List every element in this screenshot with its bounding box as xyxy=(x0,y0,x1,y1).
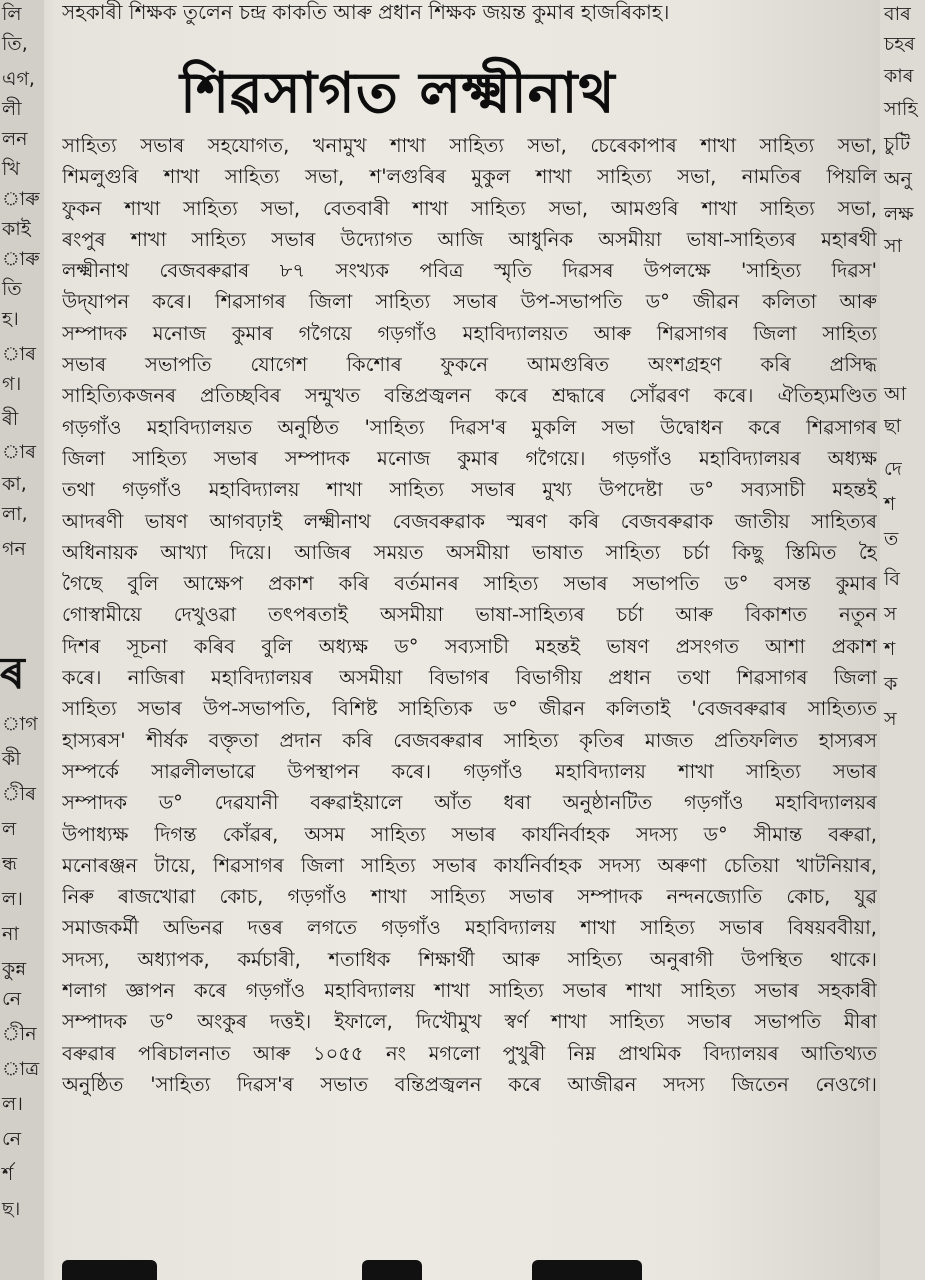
article-line: সম্পাদক মনোজ কুমাৰ গগৈয়ে গড়গাঁও মহাবিদ্যালয়ত আৰু শিৱসাগৰ জিলা সাহিত্য xyxy=(62,321,877,345)
left-adjacent-column xyxy=(0,0,44,1280)
left-column-fragment: ৰ xyxy=(0,648,25,699)
article-line: দিশৰ সূচনা কৰিব বুলি অধ্যক্ষ ড° সব্যসাচী মহন্তই ভাষণ প্ৰসংগত আশা প্ৰকাশ xyxy=(62,634,877,658)
article-line: সভাৰ সভাপতি যোগেশ কিশোৰ ফুকনে আমগুৰিত অংশগ্ৰহণ কৰি প্ৰসিদ্ধ xyxy=(62,353,877,377)
right-column-fragment: ছা xyxy=(884,415,902,437)
left-column-fragment: ছ। xyxy=(2,1198,21,1220)
left-column-fragment: নে xyxy=(2,988,22,1010)
left-column-fragment: খি xyxy=(2,158,20,180)
left-column-fragment: াগ xyxy=(2,713,38,735)
right-column-fragment: বাৰ xyxy=(884,3,911,25)
article-line: ৰংপুৰ শাখা সাহিত্য সভাৰ উদ্যোগত আজি আধুনিক অসমীয়া ভাষা-সাহিত্যৰ মহাৰথী xyxy=(62,227,877,251)
article-line: সম্পাদক ড° দেৱযানী বৰুৱাইয়ালে আঁত ধৰা অনুষ্ঠানটিত গড়গাঁও মহাবিদ্যালয়ৰ xyxy=(62,791,877,815)
article-line: আদৰণী ভাষণ আগবঢ়াই লক্ষ্মীনাথ বেজবৰুৱাক স্মৰণ কৰি বেজবৰুৱাক জাতীয় সাহিত্যৰ xyxy=(62,509,877,533)
article-line: গৈছে বুলি আক্ষেপ প্ৰকাশ কৰি বৰ্তমানৰ সাহিত্য সভাৰ সভাপতি ড° বসন্ত কুমাৰ xyxy=(62,572,877,596)
article-line: সম্পৰ্কে সাৱলীলভাৱে উপস্থাপন কৰে। গড়গাঁও মহাবিদ্যালয় শাখা সাহিত্য সভাৰ xyxy=(62,759,877,783)
article-line: সাহিত্যিকজনৰ প্ৰতিচ্ছবিৰ সন্মুখত বন্তিপ্ৰজ্বলন কৰে শ্ৰদ্ধাৰে সোঁৱৰণ কৰে। ঐতিহ্যমণ্ডিত xyxy=(62,384,877,408)
article-line: মনোৰঞ্জন টায়ে, শিৱসাগৰ জিলা সাহিত্য সভাৰ কাৰ্যনিৰ্বাহক সদস্য অৰুণা চেতিয়া খাটনিয়াৰ, xyxy=(62,853,877,877)
right-column-fragment: সা xyxy=(884,235,903,257)
left-column-fragment: ল। xyxy=(2,1093,23,1115)
article-line: উদ্‌যাপন কৰে। শিৱসাগৰ জিলা সাহিত্য সভাৰ উপ-সভাপতি ড° জীৱন কলিতা আৰু xyxy=(62,290,877,314)
left-column-fragment: লন xyxy=(2,128,28,150)
left-column-fragment: াৰু xyxy=(2,188,40,210)
left-column-fragment: গন xyxy=(2,538,26,560)
left-column-fragment: কাই xyxy=(2,218,31,240)
left-column-fragment: কী xyxy=(2,748,21,770)
right-column-fragment: ত xyxy=(884,528,899,550)
article-line: সাহিত্য সভাৰ সহযোগত, খনামুখ শাখা সাহিত্য সভা, চেৰেকাপাৰ শাখা সাহিত্য সভা, xyxy=(62,134,877,157)
right-column-fragment: লক্ষ xyxy=(884,203,914,225)
right-column-fragment: স xyxy=(884,603,897,625)
left-column-fragment: ল xyxy=(2,818,17,840)
right-column-fragment: সাহি xyxy=(884,98,918,120)
left-column-fragment: াৰু xyxy=(2,248,40,270)
article-line: অধিনায়ক আখ্যা দিয়ে। আজিৰ সময়ত অসমীয়া ভাষাত সাহিত্য চৰ্চা কিছু স্তিমিত হৈ xyxy=(62,540,877,564)
article-line: লক্ষ্মীনাথ বেজবৰুৱাৰ ৮৭ সংখ্যক পবিত্ৰ স্মৃতি দিৱসৰ উপলক্ষে 'সাহিত্য দিৱস' xyxy=(62,259,877,283)
left-column-fragment: লি xyxy=(2,3,22,25)
left-column-fragment: লী xyxy=(2,98,22,120)
left-column-fragment: ল। xyxy=(2,888,23,910)
left-column-fragment: হ। xyxy=(2,308,19,330)
article-line: জিলা সাহিত্য সভাৰ সম্পাদক মনোজ কুমাৰ গগৈয়ে। গড়গাঁও মহাবিদ্যালয়ৰ অধ্যক্ষ xyxy=(62,446,877,470)
left-column-fragment: ন্ধ xyxy=(2,853,18,875)
left-column-fragment: ৰী xyxy=(2,408,19,430)
right-column-fragment: চুটি xyxy=(884,133,911,155)
right-column-fragment: অনু xyxy=(884,168,912,190)
article-line: ফুকন শাখা সাহিত্য সভা, বেতবাৰী শাখা সাহিত্য সভা, আমগুৰি শাখা সাহিত্য সভা, xyxy=(62,196,877,220)
article-line: হাস্যৰস' শীৰ্ষক বক্তৃতা প্ৰদান কৰি বেজবৰুৱাৰ সাহিত্য কৃতিৰ মাজত প্ৰতিফলিত হাস্যৰস xyxy=(62,728,877,752)
right-column-fragment: স xyxy=(884,708,897,730)
left-column-fragment: লা, xyxy=(2,503,28,525)
article-line: কৰে। নাজিৰা মহাবিদ্যালয়ৰ অসমীয়া বিভাগৰ বিভাগীয় প্ৰধান তথা শিৱসাগৰ জিলা xyxy=(62,666,877,690)
article-line: তথা গড়গাঁও মহাবিদ্যালয় শাখা সাহিত্য সভাৰ মুখ্য উপদেষ্টা ড° সব্যসাচী মহন্তই xyxy=(62,478,877,502)
right-column-fragment: ক xyxy=(884,673,898,695)
article-line: অনুষ্ঠিত 'সাহিত্য দিৱস'ৰ সভাত বন্তিপ্ৰজ্বলন কৰে আজীৱন সদস্য জিতেন নেওগে। xyxy=(62,1072,877,1096)
article-line: গোস্বামীয়ে দেখুওৱা তৎপৰতাই অসমীয়া ভাষা-সাহিত্যৰ চৰ্চা আৰু বিকাশত নতুন xyxy=(62,603,877,627)
left-column-fragment: াৰ xyxy=(2,441,36,463)
article-body xyxy=(62,130,877,1100)
article-headline: শিৱসাগত লক্ষ্মীনাথ xyxy=(180,61,616,126)
article-line: নিৰু ৰাজখোৱা কোচ, গড়গাঁও শাখা সাহিত্য সভাৰ সম্পাদক নন্দনজ্যোতি কোচ, যুৱ xyxy=(62,885,877,909)
right-column-fragment: চহৰ xyxy=(884,33,915,55)
article-line: সাহিত্য সভাৰ উপ-সভাপতি, বিশিষ্ট সাহিত্যিক ড° জীৱন কলিতাই 'বেজবৰুৱাৰ সাহিত্যত xyxy=(62,697,877,721)
left-column-fragment: তি, xyxy=(2,33,28,55)
article-line: গড়গাঁও মহাবিদ্যালয়ত অনুষ্ঠিত 'সাহিত্য দিৱস'ৰ মুকলি সভা উদ্বোধন কৰে শিৱসাগৰ xyxy=(62,415,877,439)
left-column-fragment: কুন্ন xyxy=(2,958,27,980)
left-column-fragment: াৰ xyxy=(2,343,36,365)
left-column-fragment: এগ, xyxy=(2,68,35,90)
right-column-fragment: বি xyxy=(884,568,901,590)
left-column-fragment: ীন xyxy=(2,1023,37,1045)
left-column-fragment: না xyxy=(2,923,19,945)
article-line: উপাধ্যক্ষ দিগন্ত কোঁৱৰ, অসম সাহিত্য সভাৰ কাৰ্যনিৰ্বাহক সদস্য ড° সীমান্ত বৰুৱা, xyxy=(62,822,877,846)
left-column-fragment: নে xyxy=(2,1128,22,1150)
top-credit-line: সহকাৰী শিক্ষক তুলেন চন্দ্ৰ কাকতি আৰু প্ৰধান শিক্ষক জয়ন্ত কুমাৰ হাজৰিকাহ। xyxy=(62,0,670,24)
article-line: সমাজকৰ্মী অভিনৱ দত্তৰ লগতে গড়গাঁও মহাবিদ্যালয় শাখা সাহিত্য সভাৰ বিষয়ববীয়া, xyxy=(62,916,877,940)
right-column-fragment: শ xyxy=(884,493,896,515)
left-column-fragment: তি xyxy=(2,278,22,300)
left-column-fragment: ীৰ xyxy=(2,783,36,805)
right-column-fragment: শ xyxy=(884,638,896,660)
article-line: বৰুৱাৰ পৰিচালনাত আৰু ১০৫৫ নং মগলো পুখুৰী নিম্ন প্ৰাথমিক বিদ্যালয়ৰ আতিথ্যত xyxy=(62,1041,877,1065)
right-column-fragment: আ xyxy=(884,383,907,405)
right-adjacent-column xyxy=(880,0,925,1280)
right-column-fragment: কাৰ xyxy=(884,65,914,87)
left-column-fragment: াত্ৰ xyxy=(2,1058,40,1080)
left-column-fragment: কা, xyxy=(2,473,27,495)
article-line: শিমলুগুৰি শাখা সাহিত্য সভা, শ'লগুৰিৰ মুকুল শাখা সাহিত্য সভা, নামতিৰ পিয়লি xyxy=(62,165,877,189)
article-line: শলাগ জ্ঞাপন কৰে গড়গাঁও মহাবিদ্যালয় শাখা সাহিত্য সভাৰ শাখা সাহিত্য সভাৰ সহকাৰী xyxy=(62,979,877,1003)
article-line: সদস্য, অধ্যাপক, কৰ্মচাৰী, শতাধিক শিক্ষাৰ্থী আৰু সাহিত্য অনুৰাগী উপস্থিত থাকে। xyxy=(62,947,877,971)
article-line: সম্পাদক ড° অংকুৰ দত্তই। ইফালে, দিখৌমুখ স্বৰ্ণ শাখা সাহিত্য সভাৰ সভাপতি মীৰা xyxy=(62,1010,877,1034)
left-column-fragment: ৰ্শ xyxy=(2,1163,14,1185)
left-column-fragment: গ। xyxy=(2,373,22,395)
next-headline-cutoff xyxy=(62,1250,862,1280)
right-column-fragment: দে xyxy=(884,458,902,480)
